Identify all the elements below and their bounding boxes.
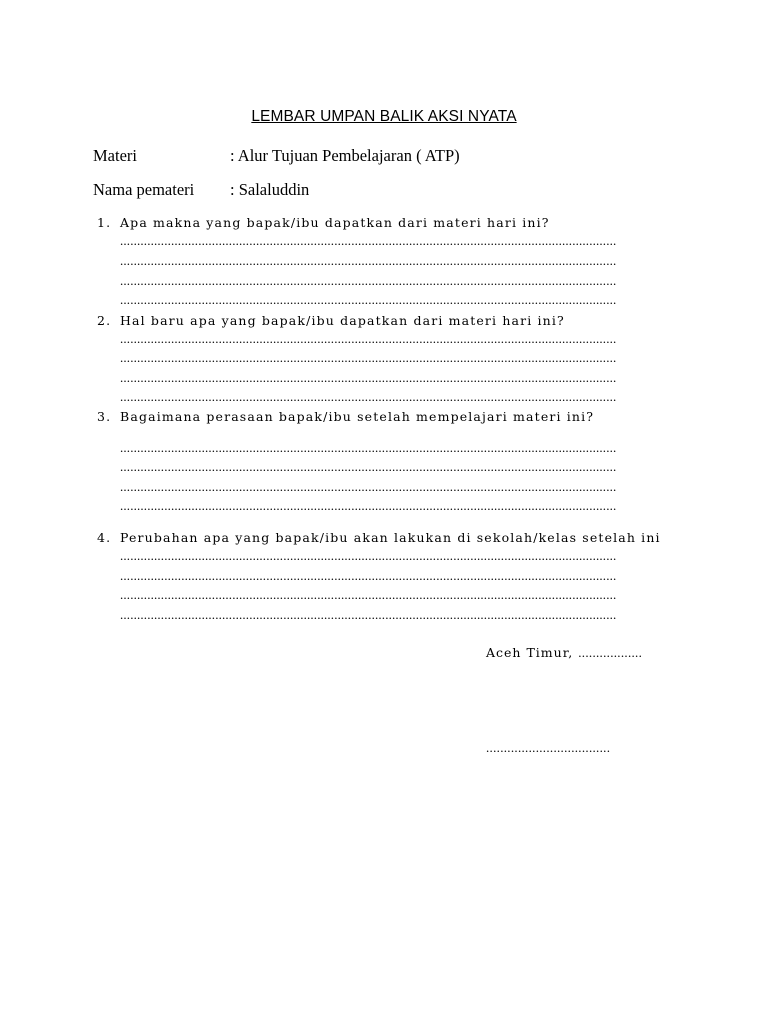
pemateri-value: : Salaluddin: [230, 180, 310, 199]
answer-line[interactable]: ..................................................................................................................................................: [120, 498, 617, 513]
pemateri-row: [93, 180, 309, 200]
question-text: Perubahan apa yang bapak/ibu akan lakukan di sekolah/kelas setelah ini: [120, 530, 661, 545]
place-date: [486, 645, 642, 661]
answer-line[interactable]: ..................................................................................................................................................: [120, 331, 617, 346]
question-1: [97, 215, 550, 230]
materi-label: Materi: [93, 146, 137, 165]
question-4: [97, 530, 661, 545]
question-number: 1.: [97, 215, 112, 230]
question-text: Hal baru apa yang bapak/ibu dapatkan dari materi hari ini?: [120, 313, 565, 328]
materi-row: [93, 146, 460, 166]
place-label: Aceh Timur,: [486, 645, 574, 660]
question-2: [97, 313, 565, 328]
answer-line[interactable]: ..................................................................................................................................................: [120, 548, 617, 563]
answer-line[interactable]: ..................................................................................................................................................: [120, 370, 617, 385]
answer-line[interactable]: ..................................................................................................................................................: [120, 568, 617, 583]
answer-line[interactable]: ..................................................................................................................................................: [120, 389, 617, 404]
question-number: 4.: [97, 530, 112, 545]
question-text: Apa makna yang bapak/ibu dapatkan dari materi hari ini?: [120, 215, 550, 230]
signature-field[interactable]: ...................................: [486, 740, 611, 755]
answer-line[interactable]: ..................................................................................................................................................: [120, 479, 617, 494]
answer-line[interactable]: ..................................................................................................................................................: [120, 459, 617, 474]
pemateri-label: Nama pemateri: [93, 180, 195, 199]
answer-line[interactable]: ..................................................................................................................................................: [120, 253, 617, 268]
question-number: 2.: [97, 313, 112, 328]
question-text: Bagaimana perasaan bapak/ibu setelah mempelajari materi ini?: [120, 409, 595, 424]
question-3: [97, 409, 594, 424]
answer-line[interactable]: ..................................................................................................................................................: [120, 273, 617, 288]
answer-line[interactable]: ..................................................................................................................................................: [120, 587, 617, 602]
date-field[interactable]: ..................: [578, 645, 643, 660]
answer-line[interactable]: ..................................................................................................................................................: [120, 292, 617, 307]
answer-line[interactable]: ..................................................................................................................................................: [120, 440, 617, 455]
materi-value: : Alur Tujuan Pembelajaran ( ATP): [230, 146, 460, 165]
form-title: LEMBAR UMPAN BALIK AKSI NYATA: [251, 108, 517, 125]
question-number: 3.: [97, 409, 112, 424]
answer-line[interactable]: ..................................................................................................................................................: [120, 233, 617, 248]
answer-line[interactable]: ..................................................................................................................................................: [120, 607, 617, 622]
answer-line[interactable]: ..................................................................................................................................................: [120, 350, 617, 365]
